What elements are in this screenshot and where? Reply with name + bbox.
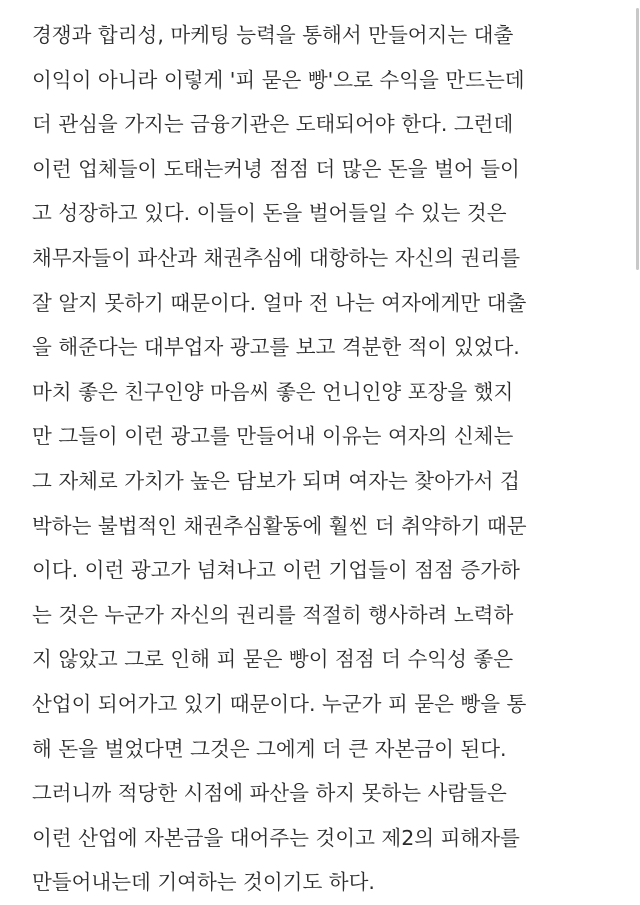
text-line: 그러니까 적당한 시점에 파산을 하지 못하는 사람들은 <box>32 781 507 806</box>
text-line: 을 해준다는 대부업자 광고를 보고 격분한 적이 있었다. <box>32 335 520 360</box>
text-line: 이다. 이런 광고가 넘쳐나고 이런 기업들이 점점 증가하 <box>32 558 520 583</box>
text-line: 마치 좋은 친구인양 마음씨 좋은 언니인양 포장을 했지 <box>32 379 514 404</box>
text-line: 잘 알지 못하기 때문이다. 얼마 전 나는 여자에게만 대출 <box>32 290 527 315</box>
scrollbar-thumb[interactable] <box>636 8 639 270</box>
text-line: 만들어내는데 기여하는 것이기도 하다. <box>32 870 375 895</box>
text-line: 해 돈을 벌었다면 그것은 그에게 더 큰 자본금이 된다. <box>32 736 507 761</box>
text-line: 경쟁과 합리성, 마케팅 능력을 통해서 만들어지는 대출 <box>32 23 514 47</box>
text-line: 이런 산업에 자본금을 대어주는 것이고 제2의 피해자를 <box>32 825 520 850</box>
text-line: 더 관심을 가지는 금융기관은 도태되어야 한다. 그런데 <box>32 112 514 137</box>
text-line: 채무자들이 파산과 채권추심에 대항하는 자신의 권리를 <box>32 245 521 270</box>
text-line: 박하는 불법적인 채권추심활동에 훨씬 더 취약하기 때문 <box>32 513 527 538</box>
text-line: 이익이 아니라 이렇게 '피 묻은 빵'으로 수익을 만드는데 <box>32 67 525 92</box>
text-line: 그 자체로 가치가 높은 담보가 되며 여자는 찾아가서 겁 <box>32 468 520 493</box>
article-body <box>32 13 632 905</box>
text-line: 산업이 되어가고 있기 때문이다. 누군가 피 묻은 빵을 통 <box>32 691 527 716</box>
text-line: 고 성장하고 있다. 이들이 돈을 벌어들일 수 있는 것은 <box>32 201 507 226</box>
scrollbar[interactable] <box>634 0 640 901</box>
text-line: 지 않았고 그로 인해 피 묻은 빵이 점점 더 수익성 좋은 <box>32 647 514 672</box>
text-line: 이런 업체들이 도태는커녕 점점 더 많은 돈을 벌어 들이 <box>32 156 520 181</box>
text-line: 만 그들이 이런 광고를 만들어내 이유는 여자의 신체는 <box>32 424 514 449</box>
text-line: 는 것은 누군가 자신의 권리를 적절히 행사하려 노력하 <box>32 602 514 627</box>
